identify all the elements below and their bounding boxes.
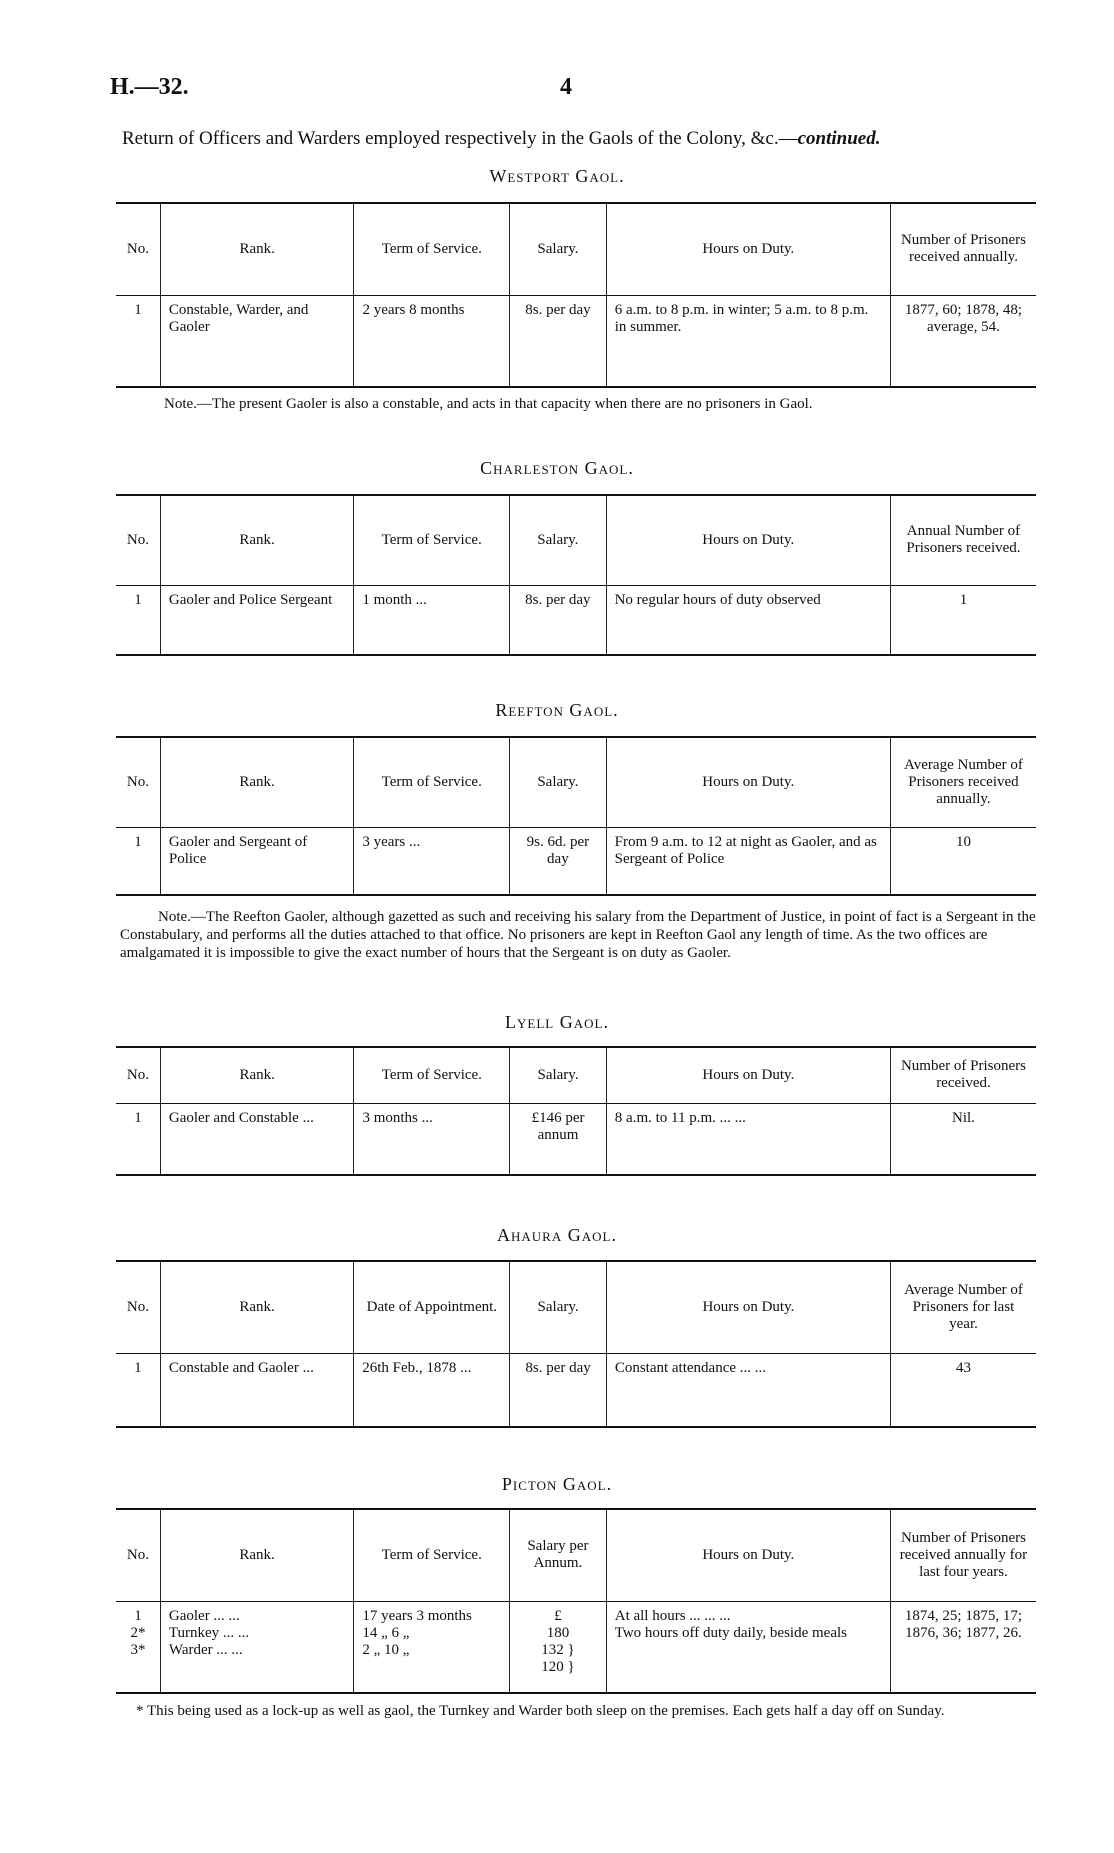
charleston-title: Charleston Gaol.	[480, 458, 634, 478]
header-term: Term of Service.	[354, 737, 510, 827]
cell-hours: 8 a.m. to 11 p.m. ... ...	[606, 1103, 890, 1175]
header-prisoners: Number of Prisoners received annually for last four years.	[890, 1509, 1036, 1601]
ahaura-table	[116, 1260, 1036, 1428]
westport-table	[116, 202, 1036, 388]
document-title	[122, 128, 1042, 150]
reefton-title: Reefton Gaol.	[495, 700, 619, 720]
document-code: H.—32.	[110, 74, 189, 100]
cell-rank: Constable and Gaoler ...	[160, 1353, 353, 1427]
cell-hours: 6 a.m. to 8 p.m. in winter; 5 a.m. to 8 p.m. in summer.	[606, 295, 890, 387]
reefton-note: Note.—The Reefton Gaoler, although gazetted as such and receiving his salary from the Department of Justice, in point of fact is a Sergeant in the Constabulary, and performs all the duties attached to that office. No prisoners are kept in Reefton Gaol any length of time. As the two offices are amalgamated it is impossible to give the exact number of hours that the Sergeant is on duty as Gaoler.	[120, 909, 1036, 961]
cell-salary: 8s. per day	[510, 585, 606, 655]
cell-salary: £ 180 132 } 120 }	[510, 1601, 607, 1693]
cell-term: 1 month ...	[354, 585, 510, 655]
header-term: Term of Service.	[354, 495, 510, 585]
header-term: Term of Service.	[354, 1047, 510, 1103]
cell-no: 1 2* 3*	[130, 1607, 146, 1658]
header-no: No.	[126, 1066, 149, 1083]
cell-no: 1	[134, 833, 142, 850]
cell-hours: From 9 a.m. to 12 at night as Gaoler, and as Sergeant of Police	[606, 827, 890, 895]
cell-hours: No regular hours of duty observed	[606, 585, 890, 655]
cell-rank: Constable, Warder, and Gaoler	[160, 295, 354, 387]
header-prisoners: Average Number of Prisoners for last year.	[891, 1261, 1036, 1353]
cell-term: 3 years ...	[354, 827, 510, 895]
header-term: Term of Service.	[354, 1509, 510, 1601]
lyell-title: Lyell Gaol.	[505, 1012, 609, 1032]
header-no: No.	[126, 1298, 149, 1315]
reefton-table	[116, 736, 1036, 896]
header-prisoners: Average Number of Prisoners received annually.	[890, 737, 1036, 827]
header-no: No.	[126, 1546, 149, 1563]
header-rank: Rank.	[160, 203, 354, 295]
cell-salary: 8s. per day	[510, 295, 606, 387]
cell-term: 17 years 3 months 14 „ 6 „ 2 „ 10 „	[354, 1601, 510, 1693]
header-salary: Salary.	[510, 737, 606, 827]
header-salary: Salary.	[510, 203, 606, 295]
title-main: Return of Officers and Warders employed respectively in the Gaols of the Colony, &c.—	[122, 128, 798, 149]
cell-salary: 8s. per day	[510, 1353, 606, 1427]
header-hours: Hours on Duty.	[606, 1261, 890, 1353]
header-prisoners: Number of Prisoners received annually.	[890, 203, 1036, 295]
cell-rank: Gaoler and Sergeant of Police	[160, 827, 353, 895]
cell-prisoners: 1	[890, 585, 1036, 655]
header-salary: Salary.	[510, 495, 606, 585]
cell-hours: At all hours ... ... ... Two hours off duty daily, beside meals	[606, 1601, 890, 1693]
header-hours: Hours on Duty.	[606, 1047, 890, 1103]
header-no: No.	[126, 240, 149, 257]
header-no: No.	[126, 531, 149, 548]
cell-prisoners: 10	[890, 827, 1036, 895]
picton-table	[116, 1508, 1036, 1694]
cell-rank: Gaoler ... ... Turnkey ... ... Warder ... ...	[160, 1601, 353, 1693]
table-row	[116, 295, 1036, 387]
cell-salary: 9s. 6d. per day	[510, 827, 606, 895]
header-salary: Salary.	[510, 1261, 606, 1353]
header-no: No.	[126, 773, 149, 790]
cell-rank: Gaoler and Constable ...	[160, 1103, 354, 1175]
header-prisoners: Annual Number of Prisoners received.	[890, 495, 1036, 585]
header-salary: Salary per Annum.	[510, 1509, 607, 1601]
header-rank: Rank.	[160, 495, 353, 585]
table-row	[116, 1103, 1036, 1175]
cell-term: 3 months ...	[354, 1103, 510, 1175]
header-hours: Hours on Duty.	[606, 1509, 890, 1601]
westport-note: Note.—The present Gaoler is also a constable, and acts in that capacity when there are no prisoners in Gaol.	[164, 396, 813, 412]
header-rank: Rank.	[160, 1047, 354, 1103]
header-rank: Rank.	[160, 1509, 353, 1601]
charleston-table	[116, 494, 1036, 656]
cell-prisoners: 1877, 60; 1878, 48; average, 54.	[890, 295, 1036, 387]
cell-term: 2 years 8 months	[354, 295, 510, 387]
page-number: 4	[560, 74, 572, 100]
picton-footnote: * This being used as a lock-up as well as gaol, the Turnkey and Warder both sleep on the premises. Each gets half a day off on Sunday.	[136, 1703, 945, 1719]
table-row	[116, 1353, 1036, 1427]
header-hours: Hours on Duty.	[606, 203, 890, 295]
header-rank: Rank.	[160, 1261, 353, 1353]
header-date: Date of Appointment.	[354, 1261, 510, 1353]
cell-no: 1	[134, 1359, 142, 1376]
header-prisoners: Number of Prisoners received.	[890, 1047, 1036, 1103]
table-row	[116, 1601, 1036, 1693]
cell-prisoners: Nil.	[890, 1103, 1036, 1175]
picton-title: Picton Gaol.	[501, 1474, 613, 1494]
cell-prisoners: 43	[891, 1353, 1036, 1427]
westport-title: Westport Gaol.	[489, 166, 625, 186]
header-term: Term of Service.	[354, 203, 510, 295]
cell-prisoners: 1874, 25; 1875, 17; 1876, 36; 1877, 26.	[890, 1601, 1036, 1693]
table-row	[116, 827, 1036, 895]
cell-salary: £146 per annum	[510, 1103, 607, 1175]
header-hours: Hours on Duty.	[606, 495, 890, 585]
ahaura-title: Ahaura Gaol.	[497, 1225, 617, 1245]
table-row	[116, 585, 1036, 655]
title-continued: continued.	[797, 128, 881, 149]
header-salary: Salary.	[510, 1047, 607, 1103]
header-rank: Rank.	[160, 737, 353, 827]
header-hours: Hours on Duty.	[606, 737, 890, 827]
cell-no: 1	[134, 301, 142, 318]
lyell-table	[116, 1046, 1036, 1176]
cell-date: 26th Feb., 1878 ...	[354, 1353, 510, 1427]
cell-rank: Gaoler and Police Sergeant	[160, 585, 353, 655]
cell-hours: Constant attendance ... ...	[606, 1353, 890, 1427]
cell-no: 1	[134, 1109, 142, 1126]
cell-no: 1	[134, 591, 142, 608]
